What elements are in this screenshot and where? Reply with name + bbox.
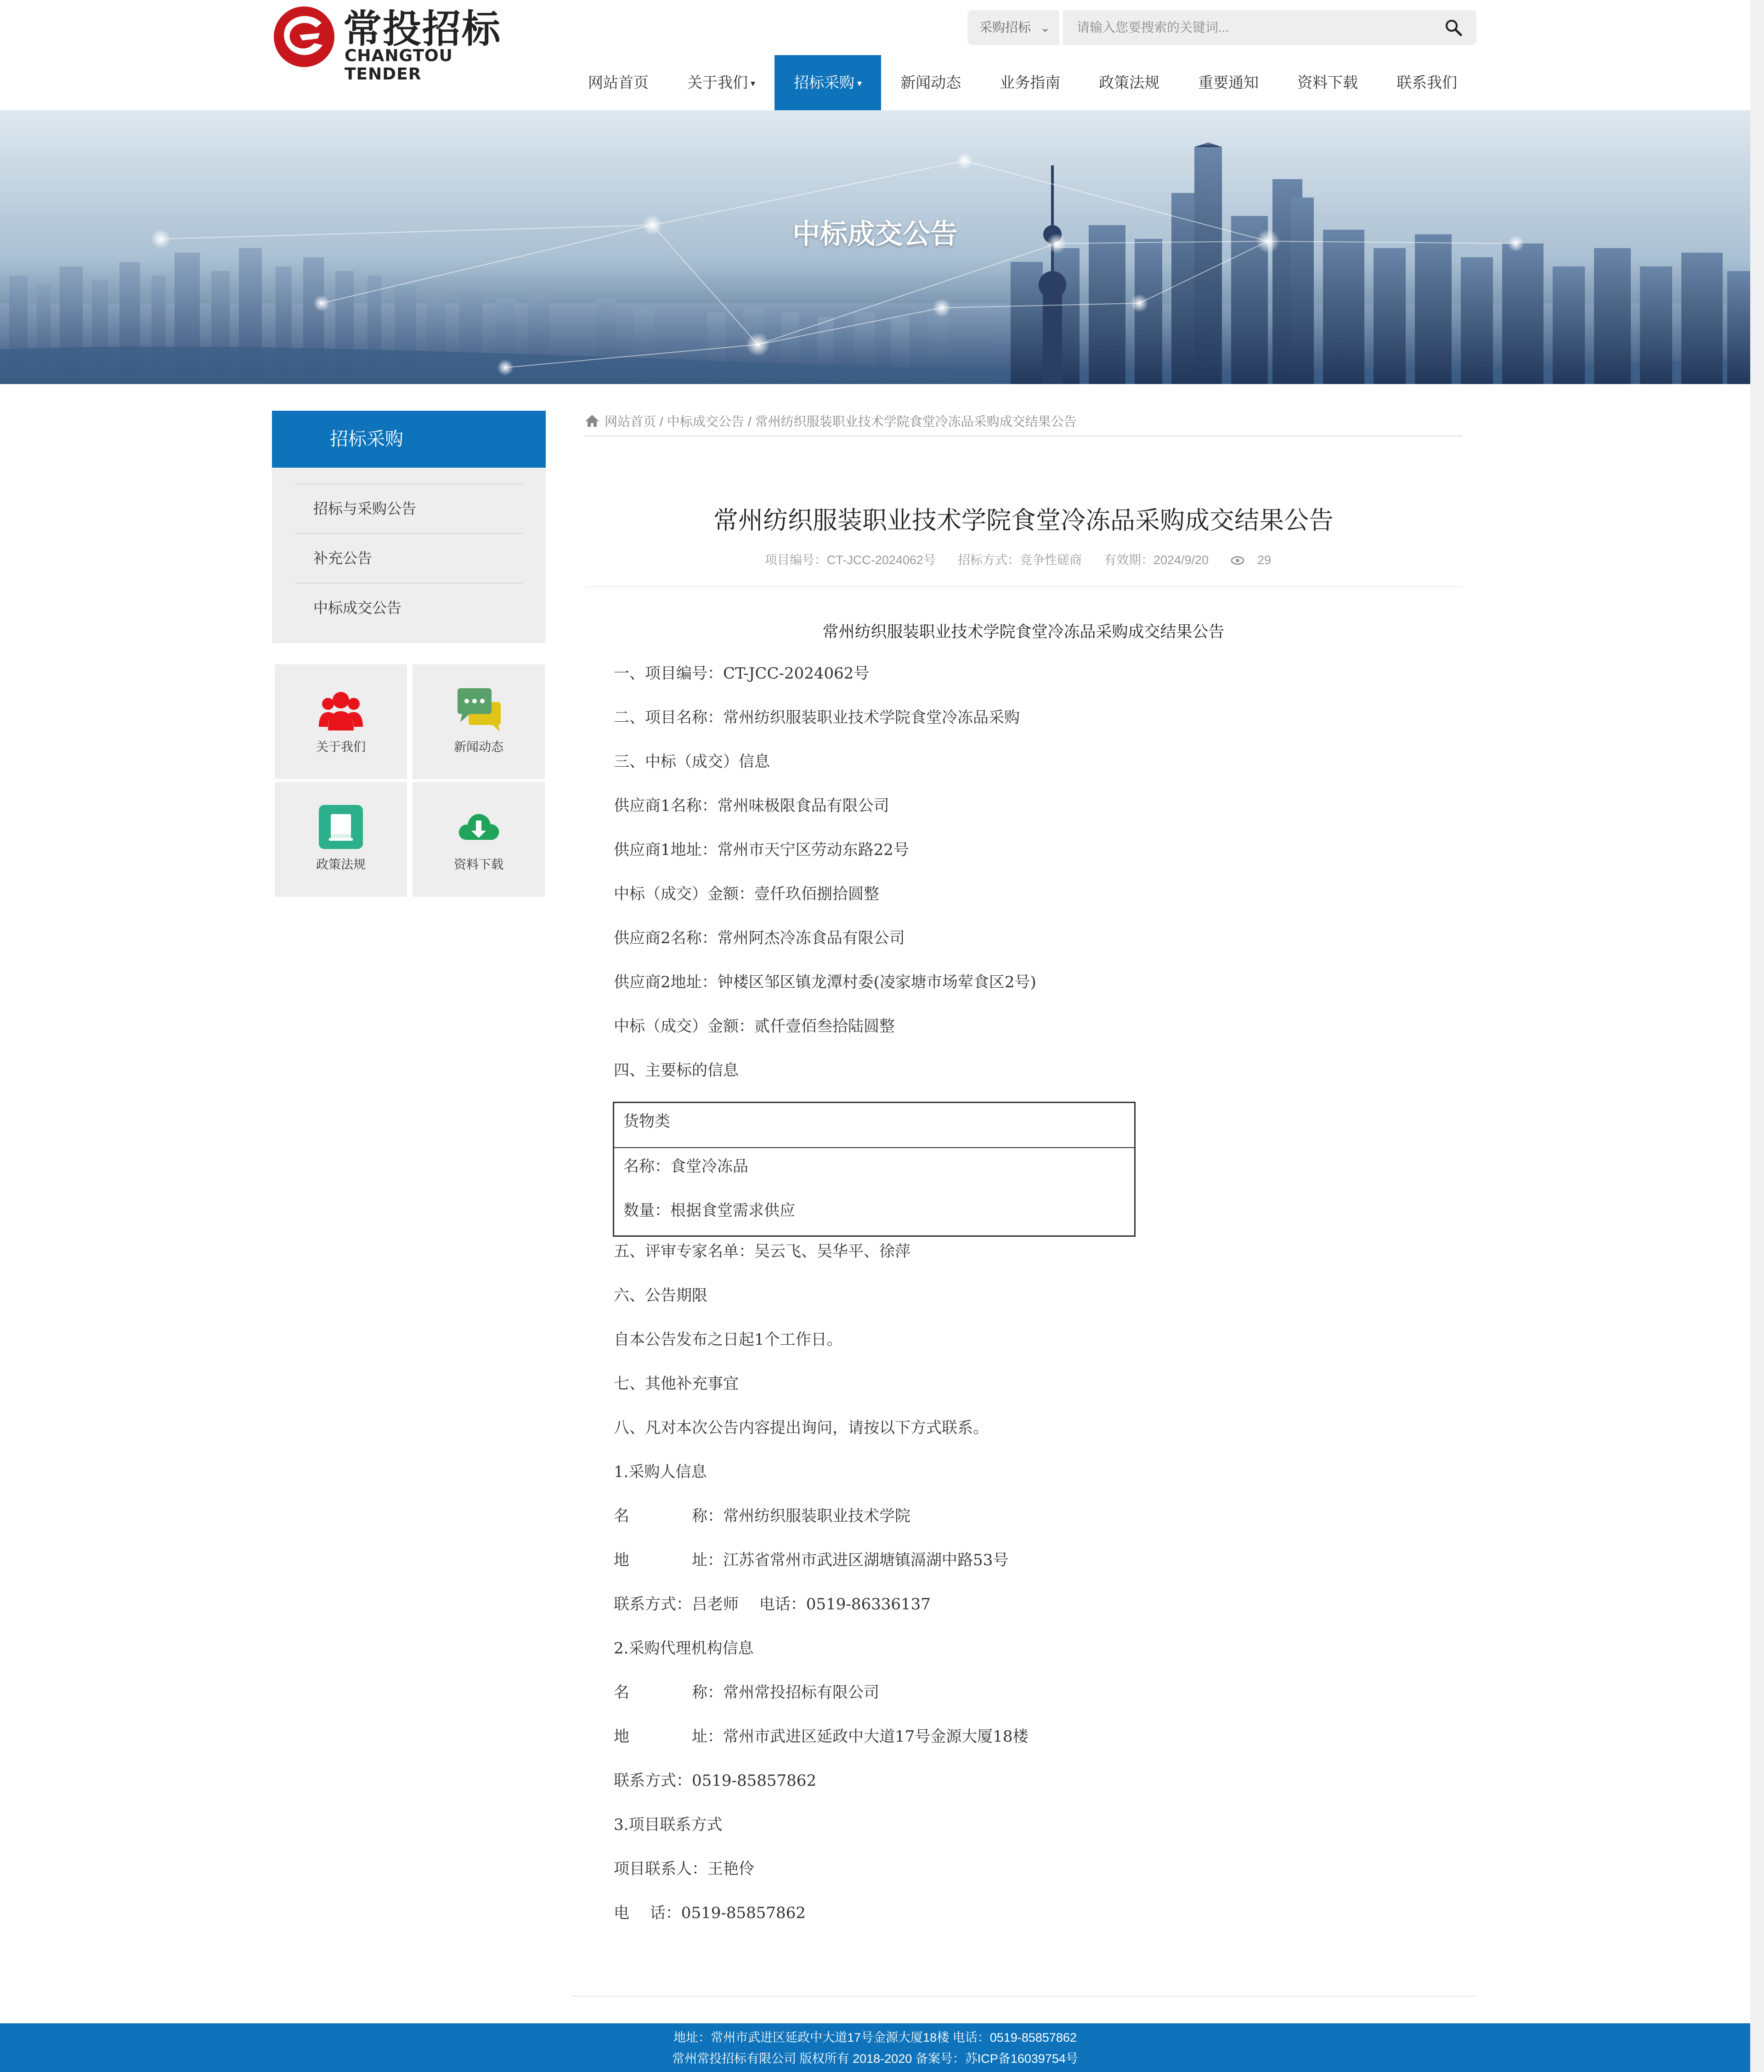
article-line: 供应商2名称：常州阿杰冷冻食品有限公司 bbox=[614, 929, 905, 947]
footer-copyright: 常州常投招标有限公司 版权所有 2018-2020 备案号：苏ICP备16039754号 bbox=[672, 2052, 1078, 2066]
article-line: 供应商1名称：常州味极限食品有限公司 bbox=[614, 797, 889, 815]
quick-link-news[interactable] bbox=[413, 664, 545, 779]
meta-divider bbox=[584, 586, 1463, 587]
eye-icon bbox=[1231, 556, 1244, 565]
article-title: 常州纺织服装职业技术学院食堂冷冻品采购成交结果公告 bbox=[713, 507, 1334, 534]
sidebar-menu bbox=[272, 468, 546, 643]
caret-down-icon: ▾ bbox=[857, 79, 862, 89]
page-banner bbox=[0, 110, 1750, 384]
footer-address: 地址：常州市武进区延政中大道17号金源大厦18楼 电话：0519-85857862 bbox=[673, 2031, 1077, 2044]
quick-link-label: 政策法规 bbox=[316, 858, 366, 872]
book-icon bbox=[318, 804, 364, 850]
nav-contact[interactable] bbox=[1377, 55, 1476, 110]
article-line: 名 称：常州纺织服装职业技术学院 bbox=[614, 1507, 910, 1525]
article-line: 二、项目名称：常州纺织服装职业技术学院食堂冷冻品采购 bbox=[614, 708, 1020, 727]
article-line: 联系方式：吕老师 电话：0519-86336137 bbox=[614, 1595, 931, 1613]
nav-policy[interactable] bbox=[1080, 55, 1179, 110]
nav-procurement[interactable] bbox=[775, 55, 881, 110]
nav-label: 重要通知 bbox=[1198, 74, 1259, 91]
logo-chinese-text: 常投招标 bbox=[343, 6, 502, 51]
nav-label: 招标采购 bbox=[794, 74, 855, 91]
goods-quantity: 数量：根据食堂需求供应 bbox=[623, 1201, 795, 1220]
article-line: 3.项目联系方式 bbox=[614, 1816, 723, 1834]
search-category-select[interactable] bbox=[967, 10, 1059, 45]
article-line: 名 称：常州常投招标有限公司 bbox=[614, 1683, 879, 1702]
sidebar-item-supplementary[interactable]: 补充公告 bbox=[295, 533, 523, 583]
breadcrumb-current: 常州纺织服装职业技术学院食堂冷冻品采购成交结果公告 bbox=[755, 414, 1077, 429]
article-line: 中标（成交）金额：贰仟壹佰叁拾陆圆整 bbox=[614, 1017, 895, 1036]
nav-about[interactable] bbox=[668, 55, 775, 110]
caret-down-icon: ▾ bbox=[751, 79, 756, 89]
nav-home[interactable] bbox=[569, 55, 668, 110]
breadcrumb-home[interactable]: 网站首页 bbox=[605, 414, 656, 429]
nav-guide[interactable] bbox=[980, 55, 1080, 110]
logo-mark-icon bbox=[272, 5, 336, 69]
users-icon bbox=[318, 686, 364, 732]
article-line: 自本公告发布之日起1个工作日。 bbox=[614, 1330, 842, 1349]
article-line: 四、主要标的信息 bbox=[614, 1061, 739, 1080]
footer-divider bbox=[571, 1996, 1476, 1997]
quick-link-label: 资料下载 bbox=[454, 858, 503, 872]
meta-views bbox=[1231, 553, 1282, 567]
site-header bbox=[0, 0, 1764, 110]
article-line: 七、其他补充事宜 bbox=[614, 1375, 739, 1393]
sidebar-item-award-announcements[interactable]: 中标成交公告 bbox=[295, 583, 523, 632]
article-line: 2.采购代理机构信息 bbox=[614, 1639, 754, 1658]
breadcrumb-section[interactable]: 中标成交公告 bbox=[667, 414, 744, 429]
article-heading: 常州纺织服装职业技术学院食堂冷冻品采购成交结果公告 bbox=[822, 623, 1225, 641]
article-line: 一、项目编号：CT-JCC-2024062号 bbox=[614, 664, 870, 683]
main-nav bbox=[569, 55, 1476, 110]
breadcrumb-separator: / bbox=[747, 414, 752, 429]
sidebar-item-tender-announcements[interactable]: 招标与采购公告 bbox=[295, 483, 523, 533]
nav-label: 关于我们 bbox=[687, 74, 748, 91]
logo-english-text: CHANGTOU TENDER bbox=[345, 46, 453, 84]
chat-icon bbox=[456, 686, 502, 732]
search-category-value: 采购招标 bbox=[979, 20, 1031, 34]
breadcrumb bbox=[584, 409, 1463, 436]
nav-label: 新闻动态 bbox=[900, 74, 961, 91]
article-line: 五、评审专家名单：吴云飞、吴华平、徐萍 bbox=[614, 1242, 910, 1261]
quick-link-label: 关于我们 bbox=[316, 740, 366, 754]
goods-table-row bbox=[614, 1103, 1134, 1148]
search-input[interactable] bbox=[1063, 10, 1476, 45]
home-icon bbox=[584, 414, 600, 428]
nav-notices[interactable] bbox=[1179, 55, 1278, 110]
meta-tender-method: 招标方式：竞争性磋商 bbox=[957, 553, 1082, 567]
article-line: 联系方式：0519-85857862 bbox=[614, 1772, 817, 1790]
article-line: 电 话：0519-85857862 bbox=[614, 1904, 806, 1922]
breadcrumb-separator: / bbox=[660, 414, 663, 429]
article-line: 中标（成交）金额：壹仟玖佰捌拾圆整 bbox=[614, 885, 879, 903]
search-icon[interactable] bbox=[1444, 18, 1463, 37]
article-meta bbox=[584, 549, 1463, 572]
goods-name: 名称：食堂冷冻品 bbox=[623, 1157, 748, 1176]
goods-table bbox=[613, 1102, 1136, 1237]
article-line: 1.采购人信息 bbox=[614, 1463, 707, 1481]
quick-link-policy[interactable] bbox=[275, 782, 407, 897]
meta-valid-date: 有效期：2024/9/20 bbox=[1103, 553, 1209, 567]
article-line: 八、凡对本次公告内容提出询问，请按以下方式联系。 bbox=[614, 1419, 989, 1437]
sidebar-heading: 招标采购 bbox=[272, 411, 546, 468]
article-line: 供应商2地址：钟楼区邹区镇龙潭村委(凌家塘市场荤食区2号) bbox=[614, 973, 1036, 991]
nav-downloads[interactable] bbox=[1278, 55, 1377, 110]
article-line: 地 址：江苏省常州市武进区湖塘镇滆湖中路53号 bbox=[614, 1551, 1009, 1569]
meta-project-number: 项目编号：CT-JCC-2024062号 bbox=[764, 553, 936, 567]
nav-label: 联系我们 bbox=[1396, 74, 1458, 91]
search-box bbox=[967, 10, 1476, 45]
banner-title: 中标成交公告 bbox=[792, 219, 958, 249]
article-line: 项目联系人：王艳伶 bbox=[614, 1860, 754, 1878]
chevron-down-icon: ⌄ bbox=[1040, 21, 1050, 34]
article-line: 三、中标（成交）信息 bbox=[614, 753, 770, 771]
goods-category: 货物类 bbox=[623, 1112, 670, 1131]
meta-views-count: 29 bbox=[1257, 553, 1272, 567]
article-line: 供应商1地址：常州市天宁区劳动东路22号 bbox=[614, 841, 909, 859]
page-scrollbar[interactable] bbox=[1750, 0, 1764, 2072]
article-line: 六、公告期限 bbox=[614, 1286, 707, 1305]
nav-label: 政策法规 bbox=[1099, 74, 1160, 91]
nav-label: 资料下载 bbox=[1297, 74, 1358, 91]
quick-link-about[interactable] bbox=[275, 664, 407, 779]
quick-link-downloads[interactable] bbox=[413, 782, 545, 897]
download-icon bbox=[456, 804, 502, 850]
article-line: 地 址：常州市武进区延政中大道17号金源大厦18楼 bbox=[614, 1727, 1029, 1746]
site-footer bbox=[0, 2023, 1750, 2072]
nav-label: 业务指南 bbox=[1000, 74, 1061, 91]
site-logo[interactable] bbox=[272, 5, 511, 84]
quick-links bbox=[275, 664, 545, 898]
quick-link-label: 新闻动态 bbox=[454, 740, 503, 754]
nav-news[interactable] bbox=[881, 55, 980, 110]
nav-label: 网站首页 bbox=[588, 74, 649, 91]
